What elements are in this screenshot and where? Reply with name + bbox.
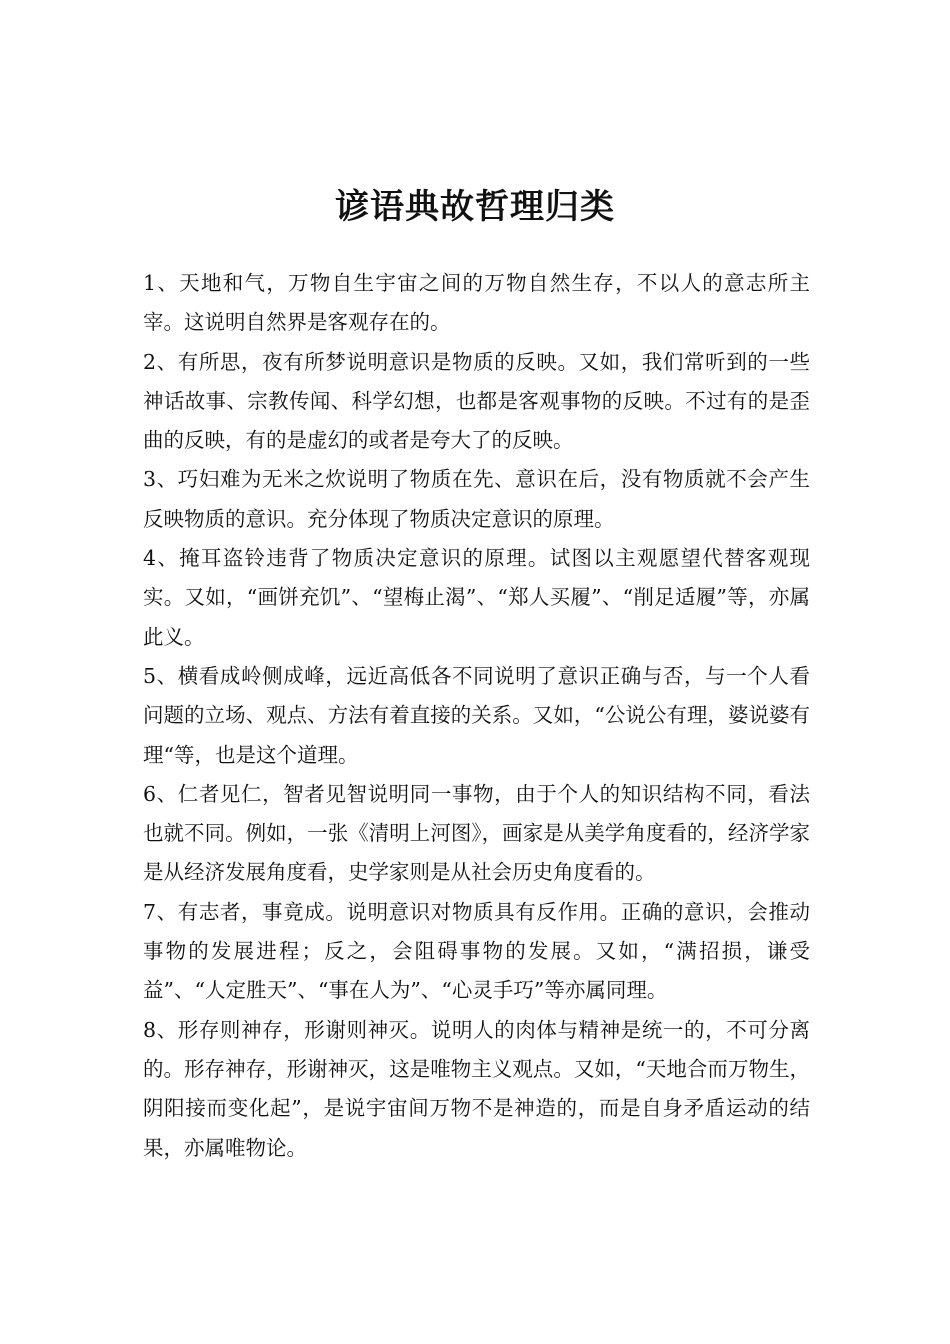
paragraph-6: 6、仁者见仁，智者见智说明同一事物，由于个人的知识结构不同，看法也就不同。例如，一张《清明上河图》，画家是从美学角度看的，经济学家是从经济发展角度看，史学家则是从社会历史角度看的。 — [143, 781, 810, 885]
document-body — [143, 264, 810, 1168]
paragraph-8: 8、形存则神存，形谢则神灭。说明人的肉体与精神是统一的，不可分离的。形存神存，形谢神灭，这是唯物主义观点。又如，“天地合而万物生，阴阳接而变化起”，是说宇宙间万物不是神造的，而是自身矛盾运动的结果，亦属唯物论。 — [143, 1017, 810, 1160]
paragraph-7: 7、有志者，事竟成。说明意识对物质具有反作用。正确的意识，会推动事物的发展进程；反之，会阻碍事物的发展。又如，“满招损，谦受益”、“人定胜天”、“事在人为”、“心灵手巧”等亦属同理。 — [143, 899, 810, 1003]
paragraph-3: 3、巧妇难为无米之炊说明了物质在先、意识在后，没有物质就不会产生反映物质的意识。充分体现了物质决定意识的原理。 — [143, 467, 810, 531]
paragraph-5: 5、横看成岭侧成峰，远近高低各不同说明了意识正确与否，与一个人看问题的立场、观点、方法有着直接的关系。又如，“公说公有理，婆说婆有理“等，也是这个道理。 — [143, 663, 810, 767]
paragraph-2: 2、有所思，夜有所梦说明意识是物质的反映。又如，我们常听到的一些神话故事、宗教传闻、科学幻想，也都是客观事物的反映。不过有的是歪曲的反映，有的是虚幻的或者是夸大了的反映。 — [143, 349, 810, 453]
paragraph-1: 1、天地和气，万物自生宇宙之间的万物自然生存，不以人的意志所主宰。这说明自然界是客观存在的。 — [143, 271, 810, 335]
paragraph-4: 4、掩耳盗铃违背了物质决定意识的原理。试图以主观愿望代替客观现实。又如，“画饼充饥”、“望梅止渴”、“郑人买履”、“削足适履”等，亦属此义。 — [143, 546, 810, 649]
document-title: 谚语典故哲理归类 — [335, 187, 615, 227]
